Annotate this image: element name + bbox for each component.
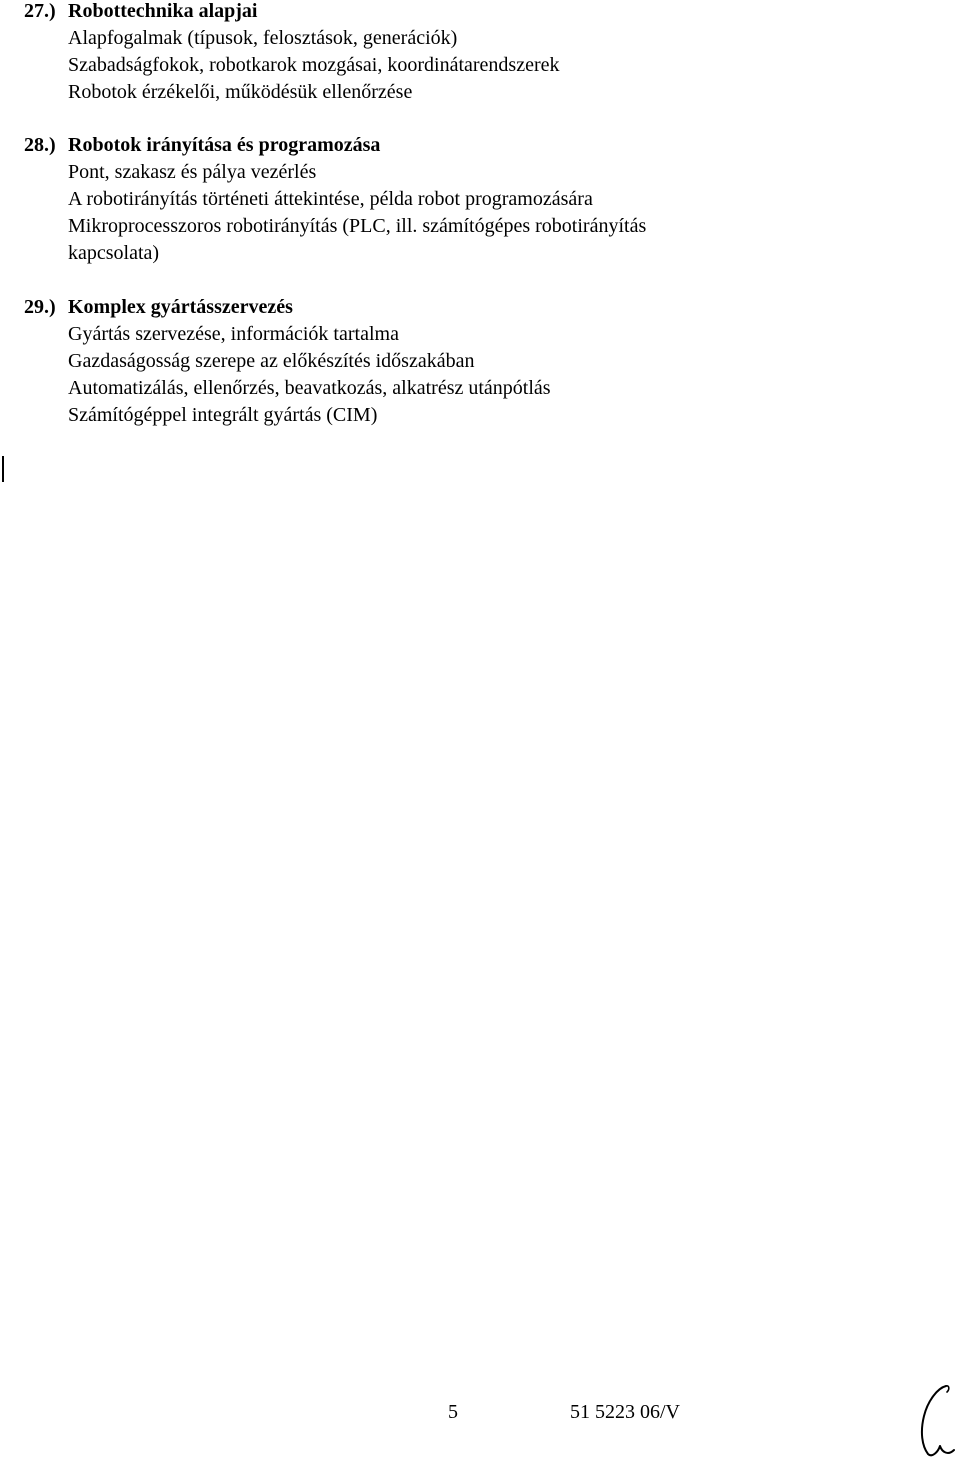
section-line: Szabadságfokok, robotkarok mozgásai, koordinátarendszerek [68, 54, 560, 76]
section-heading [24, 294, 944, 321]
section-line: Gyártás szervezése, információk tartalma [68, 323, 399, 345]
signature-mark [916, 1380, 960, 1460]
section-line: Alapfogalmak (típusok, felosztások, generációk) [68, 27, 458, 49]
section-line: Pont, szakasz és pálya vezérlés [68, 161, 317, 183]
section-number: 29.) [24, 296, 56, 318]
section-number: 28.) [24, 134, 56, 156]
section-28 [24, 132, 944, 267]
section-line: A robotirányítás történeti áttekintése, példa robot programozására [68, 188, 593, 210]
section-heading [24, 132, 944, 159]
section-line: Számítógéppel integrált gyártás (CIM) [68, 404, 378, 426]
section-title: Komplex gyártásszervezés [68, 296, 293, 318]
section-line: Automatizálás, ellenőrzés, beavatkozás, alkatrész utánpótlás [68, 377, 551, 399]
section-number: 27.) [24, 0, 56, 22]
section-title: Robotok irányítása és programozása [68, 134, 381, 156]
section-line: Gazdaságosság szerepe az előkészítés időszakában [68, 350, 475, 372]
section-line: Mikroprocesszoros robotirányítás (PLC, ill. számítógépes robotirányítás [68, 215, 647, 237]
section-title: Robottechnika alapjai [68, 0, 258, 22]
section-line: kapcsolata) [68, 242, 160, 264]
footer-document-code: 51 5223 06/V [570, 1401, 680, 1423]
footer-page-number: 5 [448, 1401, 458, 1423]
section-line: Robotok érzékelői, működésük ellenőrzése [68, 81, 413, 103]
section-29 [24, 294, 944, 429]
section-27 [24, 0, 944, 106]
section-heading [24, 0, 944, 25]
margin-change-bar [2, 456, 4, 482]
